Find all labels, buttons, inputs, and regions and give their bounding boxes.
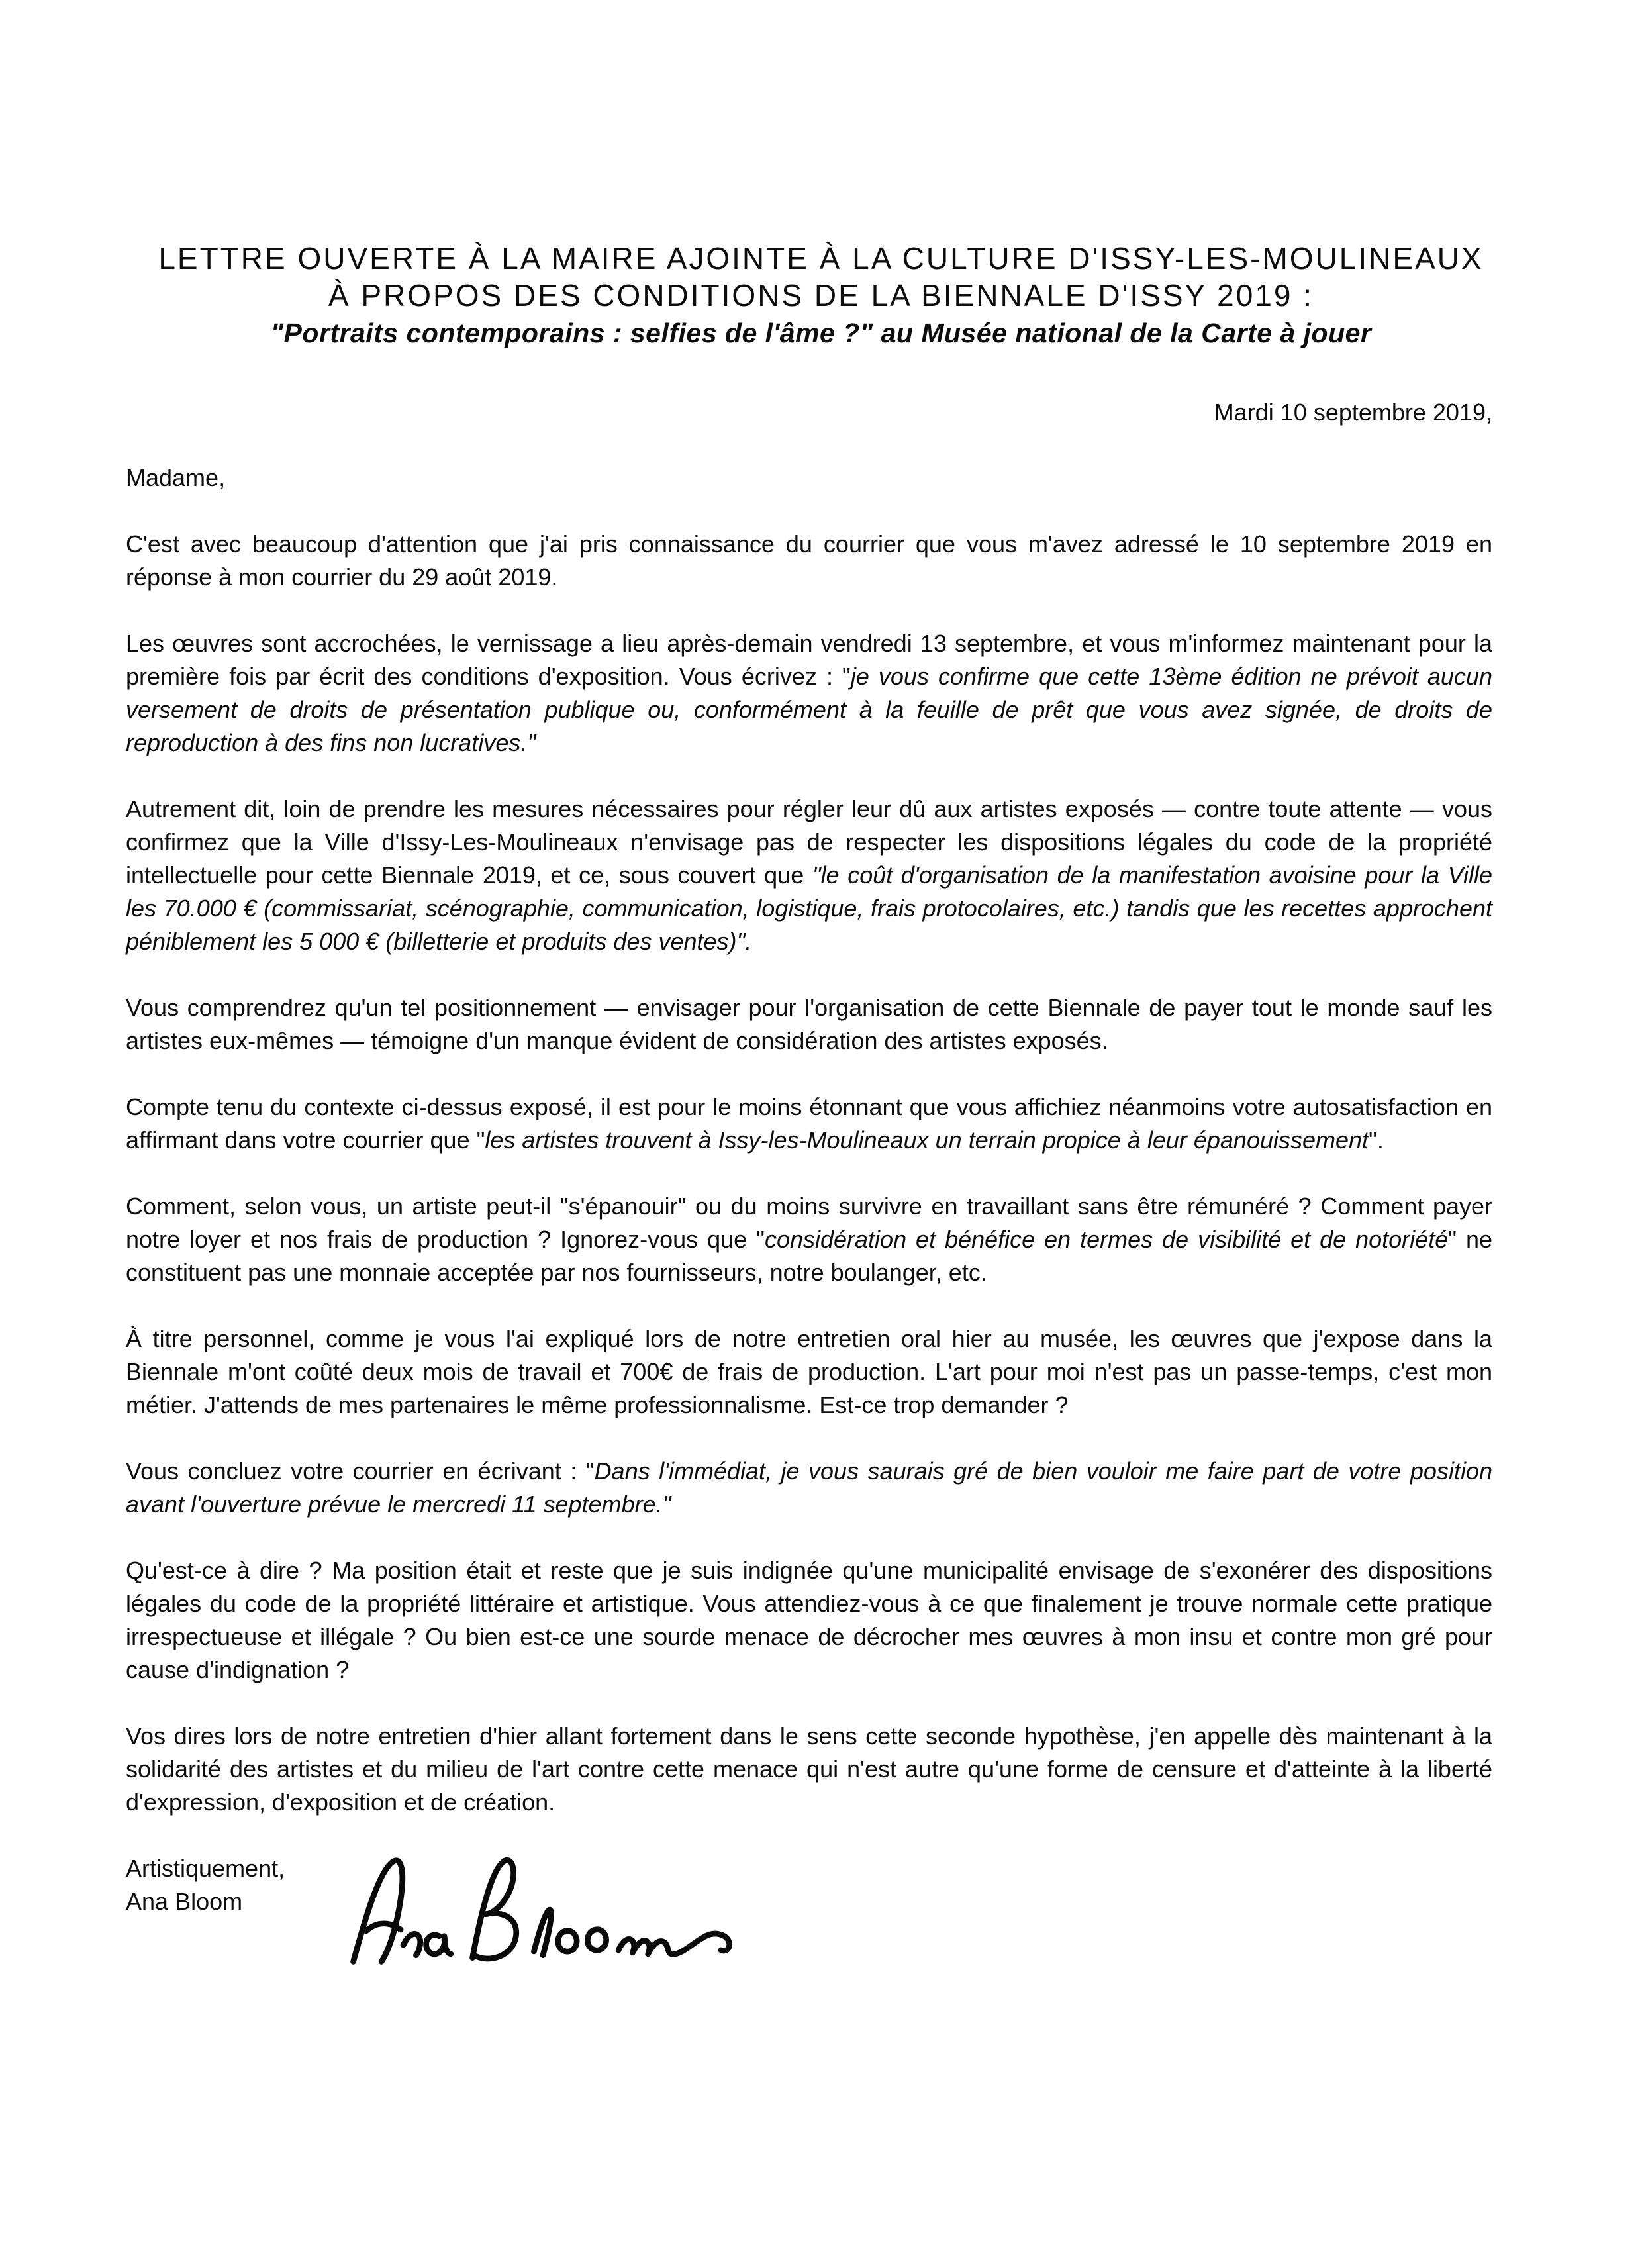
signature-handwriting <box>344 1852 742 1968</box>
signer-name: Ana Bloom <box>126 1888 243 1915</box>
paragraph: Vous concluez votre courrier en écrivant : "Dans l'immédiat, je vous saurais gré de bien vouloir me faire part de votre position avant l'ouverture prévue le mercredi 11 septembre." <box>126 1457 1492 1518</box>
letter-title <box>73 240 1569 352</box>
paragraph: Comment, selon vous, un artiste peut-il "s'épanouir" ou du moins survivre en travaillant sans être rémunéré ? Comment payer notre loyer et nos frais de production ? Ignorez-vous que "considération et bénéfice en termes de visibilité et de notoriété" ne constituent pas une monnaie acceptée par nos fournisseurs, notre boulanger, etc. <box>126 1193 1493 1286</box>
closing <box>126 1852 1492 1918</box>
paragraph: Vos dires lors de notre entretien d'hier allant fortement dans le sens cette seconde hypothèse, j'en appelle dès maintenant à la solidarité des artistes et du milieu de l'art contre cette menace qui n'est autre qu'une forme de censure et d'atteinte à la liberté d'expression, d'exposition et de création. <box>126 1722 1492 1816</box>
paragraph: C'est avec beaucoup d'attention que j'ai pris connaissance du courrier que vous m'avez adressé le 10 septembre 2019 en réponse à mon courrier du 29 août 2019. <box>126 530 1492 591</box>
title-line-1: LETTRE OUVERTE À LA MAIRE AJOINTE À LA CULTURE D'ISSY-LES-MOULINEAUX <box>158 241 1484 275</box>
title-line-2: À PROPOS DES CONDITIONS DE LA BIENNALE D'ISSY 2019 : <box>328 278 1314 313</box>
paragraphs <box>126 528 1492 1819</box>
paragraph: Vous comprendrez qu'un tel positionnement — envisager pour l'organisation de cette Biennale de payer tout le monde sauf les artistes eux-mêmes — témoigne d'un manque évident de considération des artistes exposés. <box>126 994 1492 1054</box>
salutation: Madame, <box>126 464 226 491</box>
title-subtitle: "Portraits contemporains : selfies de l'âme ?" au Musée national de la Carte à jouer <box>270 318 1372 348</box>
paragraph: Qu'est-ce à dire ? Ma position était et reste que je suis indignée qu'une municipalité envisage de s'exonérer des dispositions légales du code de la propriété littéraire et artistique. Vous attendiez-vous à ce que finalement je trouve normale cette pratique irrespectueuse et illégale ? Ou bien est-ce une sourde menace de décrocher mes œuvres à mon insu et contre mon gré pour cause d'indignation ? <box>126 1557 1492 1683</box>
paragraph: À titre personnel, comme je vous l'ai expliqué lors de notre entretien oral hier au musée, les œuvres que j'expose dans la Biennale m'ont coûté deux mois de travail et 700€ de frais de production. L'art pour moi n'est pas un passe-temps, c'est mon métier. J'attends de mes partenaires le même professionnalisme. Est-ce trop demander ? <box>126 1325 1492 1418</box>
paragraph: Les œuvres sont accrochées, le vernissage a lieu après-demain vendredi 13 septembre, et vous m'informez maintenant pour la première fois par écrit des conditions d'exposition. Vous écrivez : "je vous confirme que cette 13ème édition ne prévoit aucun versement de droits de présentation publique ou, conformément à la feuille de prêt que vous avez signée, de droits de reproduction à des fins non lucratives." <box>126 630 1492 756</box>
paragraph: Compte tenu du contexte ci-dessus exposé, il est pour le moins étonnant que vous affichiez néanmoins votre autosatisfaction en affirmant dans votre courrier que "les artistes trouvent à Issy-les-Moulineaux un terrain propice à leur épanouissement". <box>126 1093 1492 1154</box>
date-line: Mardi 10 septembre 2019, <box>1214 399 1492 426</box>
paragraph: Autrement dit, loin de prendre les mesures nécessaires pour régler leur dû aux artistes exposés — contre toute attente — vous confirmez que la Ville d'Issy-Les-Moulineaux n'envisage pas de respecter les dispositions légales du code de la propriété intellectuelle pour cette Biennale 2019, et ce, sous couvert que "le coût d'organisation de la manifestation avoisine pour la Ville les 70.000 € (commissariat, scénographie, communication, logistique, frais protocolaires, etc.) tandis que les recettes approchent péniblement les 5 000 € (billetterie et produits des ventes)". <box>126 795 1493 955</box>
letter-body <box>126 462 1492 1918</box>
closing-word: Artistiquement, <box>126 1855 285 1882</box>
